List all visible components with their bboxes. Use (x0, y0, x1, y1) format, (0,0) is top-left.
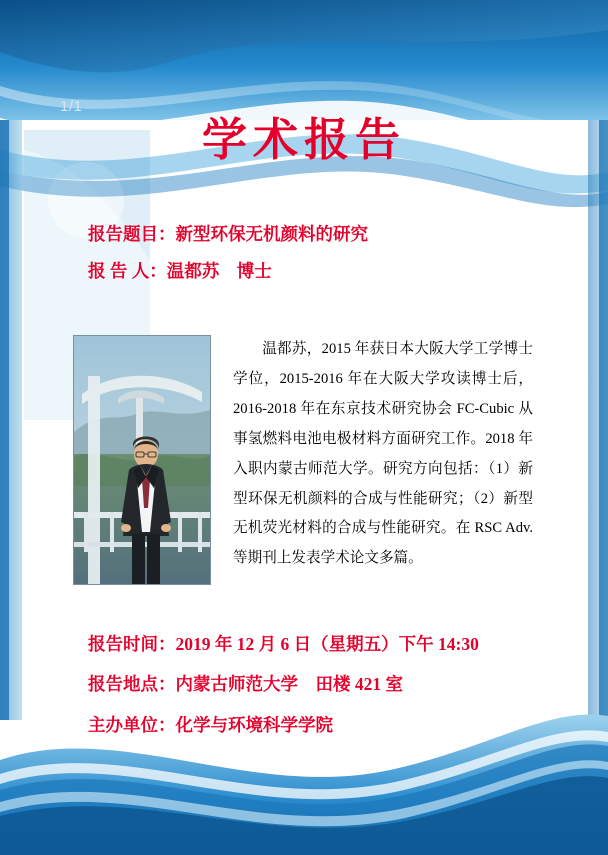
event-time: 报告时间：2019 年 12 月 6 日（星期五）下午 14:30 (88, 634, 479, 654)
talk-speaker: 报 告 人：温都苏 博士 (88, 261, 272, 282)
speaker-photo (73, 335, 211, 585)
event-details (88, 635, 568, 756)
speaker-photo-image (74, 336, 210, 584)
page-indicator: 1/1 (60, 98, 83, 115)
speaker-bio: 温都苏，2015 年获日本大阪大学工学博士学位，2015-2016 年在大阪大学攻读博士后，2016-2018 年在东京技术研究协会 FC-Cubic 从事氢燃料电池电极材料方面研究工作。2018 年入职内蒙古师范大学。研究方向包括：（1）新型环保无机颜料的合成与性能研究；（2）新型无机荧光材料的合成与性能研究。在 RSC Adv. 等期刊上发表学术论文多篇。 (233, 341, 533, 567)
event-organizer: 主办单位：化学与环境科学学院 (88, 714, 333, 735)
talk-meta (88, 225, 538, 300)
page-title: 学术报告 (201, 115, 406, 165)
talk-topic: 报告题目：新型环保无机颜料的研究 (88, 224, 368, 244)
event-location: 报告地点：内蒙古师范大学 田楼 421 室 (88, 674, 403, 695)
